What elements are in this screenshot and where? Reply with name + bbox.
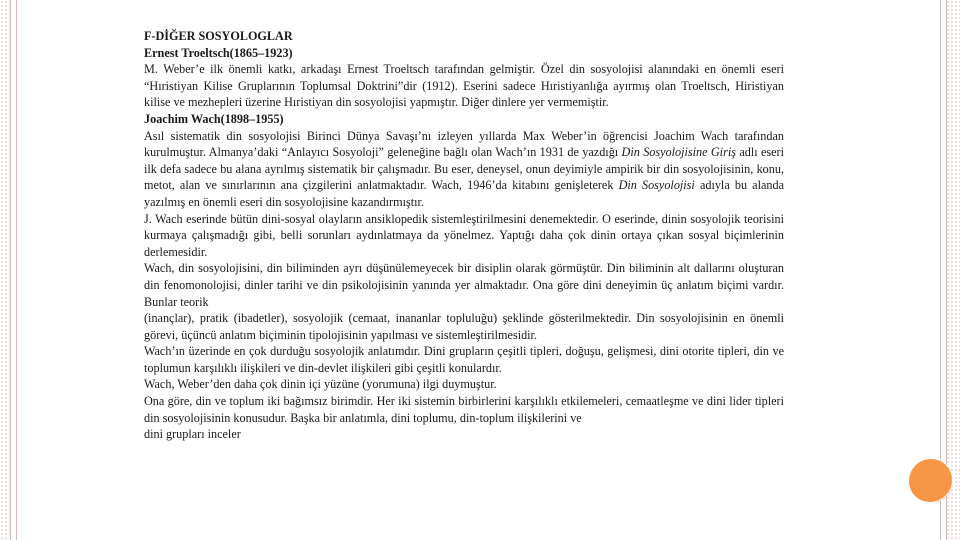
wach-paragraph-5: Wach’ın üzerinde en çok durduğu sosyolojik anlatımdır. Dini grupların çeşitli tipleri, doğuşu, gelişmesi, dini otorite tipleri, din ve toplumun karşılıklı ilişkileri ve din-devlet ilişkileri gibi çeşitli konulardır. <box>144 344 784 375</box>
wach-book-title-2: Din Sosyolojisi <box>618 178 695 193</box>
wach-paragraph-3: Wach, din sosyolojisini, din biliminden ayrı düşünülemeyecek bir disiplin olarak görmüştür. Din biliminin alt dallarını oluşturan din fenomonolojisi, dinler tarihi ve din psikolojisinin yanında yer almaktadır. Ona göre dini deneyimin üç anlatım biçimi vardır. Bunlar teorik <box>144 261 784 309</box>
wach-paragraph-1 <box>144 128 784 211</box>
wach-book-title-1: Din Sosyolojisine Giriş <box>621 145 736 160</box>
slide-title: F-DİĞER SOSYOLOGLAR <box>144 29 293 43</box>
right-border-line-outer <box>946 0 947 540</box>
left-border-line <box>10 0 11 540</box>
wach-paragraph-7: Ona göre, din ve toplum iki bağımsız birimdir. Her iki sistemin birbirlerini karşılıklı etkilemeleri, cemaatleşme ve dini lider tipleri din sosyolojisinin konusudur. Başka bir anlatımla, dini toplumu, din-toplum ilişkilerini ve <box>144 394 784 425</box>
wach-p1-text-b: adlı eseri ilk defa sadece bu alana ayrılmış sistematik bir çalışmadır. Bu eser, deneysel, onun deyimiyle ampirik bir din sosyolojisinin, konu, metot, alan ve sınırlarının ana çizgilerini anlatmaktadır. Wach, 1946’da kitabını genişleterek <box>144 145 784 193</box>
wach-heading: Joachim Wach(1898–1955) <box>144 111 284 126</box>
wach-paragraph-6: Wach, Weber’den daha çok dinin içi yüzüne (yorumuna) ilgi duymuştur. <box>144 377 497 392</box>
troeltsch-heading: Ernest Troeltsch(1865–1923) <box>144 45 293 60</box>
decorative-circle-ring <box>907 457 953 503</box>
wach-paragraph-4: (inançlar), pratik (ibadetler), sosyolojik (cemaat, inananlar topluluğu) şeklinde gösterilmektedir. Din sosyolojisinin en önemli görevi, üçüncü anlatım biçiminin tipolojisinin yapılması ve sistemleştirilmesidir. <box>144 311 784 342</box>
wach-p1-text-c: adıyla bu alanda yazılmış en önemli eseri din sosyolojisine kazandırmıştır. <box>144 178 784 209</box>
wach-p1-text-a: Asıl sistematik din sosyolojisi Birinci Dünya Savaşı’nı izleyen yıllarda Max Weber’in öğrencisi Joachim Wach tarafından kurulmuştur. Almanya’daki “Anlayıcı Sosyoloji” geleneğine bağlı olan Wach’ın 1931 de yazdığı <box>144 128 784 160</box>
left-dotted-band <box>0 0 10 540</box>
left-border-line-inner <box>16 0 17 540</box>
right-dotted-band <box>946 0 960 540</box>
slide-content <box>144 28 784 443</box>
wach-paragraph-2: J. Wach eserinde bütün dini-sosyal olayların ansiklopedik sistemleştirilmesini denemektedir. O eserinde, dinin sosyolojik teorisini kurmaya çalışmadığı gibi, belli sorunları aydınlatmaya da yönelmez. Yaptığı daha çok dinin ortaya çıkan sosyal biçimlerinin derlemesidir. <box>144 211 784 259</box>
wach-paragraph-8: dini grupları inceler <box>144 427 241 442</box>
troeltsch-paragraph: M. Weber’e ilk önemli katkı, arkadaşı Ernest Troeltsch tarafından gelmiştir. Özel din sosyolojisi alanındaki en önemli eseri “Hıristiyan Kilise Gruplarının Toplumsal Doktrini”dir (1912). Eserini sadece Hıristiyanlığa ayırmış olan Troeltsch, Hiristiyan kilise ve mezhepleri üzerine Hıristiyan din sosyolojisi yapmıştır. Diğer dinlere yer vermemiştir. <box>144 62 784 110</box>
